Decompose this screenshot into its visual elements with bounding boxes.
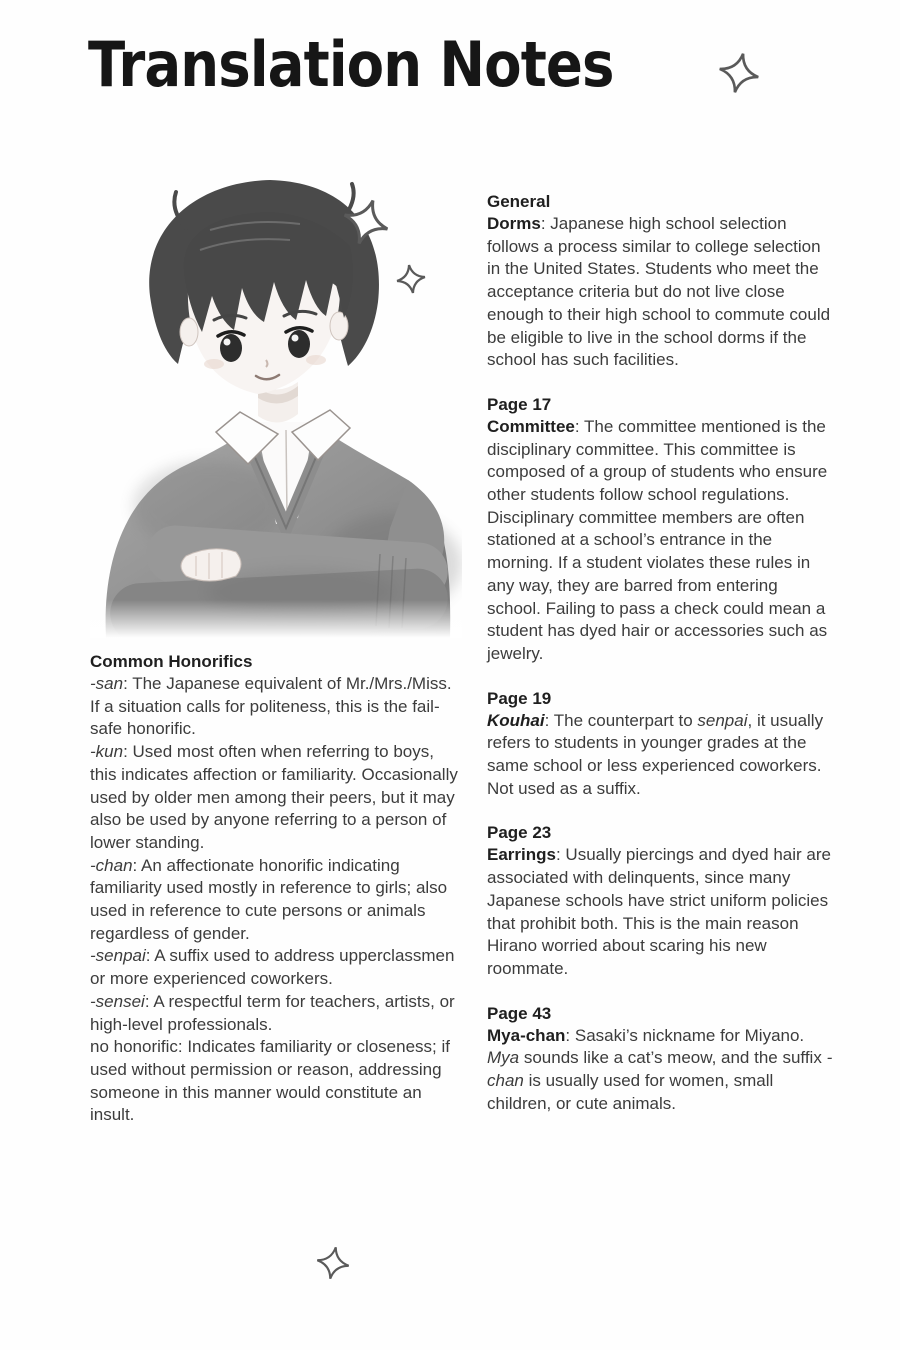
- bottom-fade: [90, 600, 462, 638]
- honorifics-heading: Common Honorifics: [90, 652, 253, 671]
- note-heading: Page 23: [487, 823, 552, 843]
- note-heading: Page 43: [487, 1003, 552, 1023]
- page-title: Translation Notes: [88, 28, 614, 101]
- note-section-page-17: [487, 393, 835, 666]
- note-section-general: [487, 190, 835, 372]
- blush: [204, 359, 224, 369]
- character-illustration: [90, 168, 462, 642]
- left-column: [90, 168, 462, 1127]
- note-section-page-23: [487, 821, 835, 980]
- honorific-entry: no honorific: Indicates familiarity or closeness; if used without permission or reason, addressing someone in this manner would constitute an insult.: [90, 1037, 450, 1125]
- blush: [306, 355, 326, 365]
- note-section-page-19: [487, 687, 835, 801]
- honorific-entry: -sensei: A respectful term for teachers, artists, or high-level professionals.: [90, 991, 455, 1034]
- note-heading: Page 17: [487, 394, 552, 414]
- right-column: [487, 190, 835, 1137]
- ear: [180, 318, 198, 346]
- sparkle-icon: [342, 198, 390, 246]
- note-body: Kouhai: The counterpart to senpai, it usually refers to students in younger grades at the same school or less experienced coworkers. Not used as a suffix.: [487, 710, 824, 798]
- sparkle-icon: [316, 1246, 350, 1280]
- honorific-entry: -chan: An affectionate honorific indicating familiarity used mostly in reference to girls; also used in reference to cute persons or animals regardless of gender.: [90, 855, 448, 943]
- ear: [330, 312, 348, 340]
- note-heading: Page 19: [487, 688, 552, 708]
- note-body: Committee: The committee mentioned is the disciplinary committee. This committee is composed of a group of students who ensure other students follow school regulations. Disciplinary committee members are often stationed at a school’s entrance in the morning. If a student violates these rules in any way, they are barred from entering school. Failing to pass a check could mean a student has dyed hair or accessories such as jewelry.: [487, 416, 828, 663]
- honorific-entry: -kun: Used most often when referring to boys, this indicates affection or familiarity. Occasionally used by older men among their peers, but it may also be used by anyone referring to a person of lower standing.: [90, 742, 458, 852]
- note-body: Mya-chan: Sasaki’s nickname for Miyano. Mya sounds like a cat’s meow, and the suffix -chan is usually used for women, small children, or cute animals.: [487, 1025, 833, 1113]
- character-illustration-svg: [90, 168, 462, 638]
- note-body: Dorms: Japanese high school selection follows a process similar to college selection in the United States. Students who meet the acceptance criteria but do not live close enough to their high school to commute could be eligible to live in the school dorms if the school has such facilities.: [487, 214, 831, 370]
- note-section-page-43: [487, 1002, 835, 1116]
- sparkle-icon: [718, 52, 760, 94]
- honorifics-section: [90, 650, 462, 1127]
- honorific-entry: -san: The Japanese equivalent of Mr./Mrs./Miss. If a situation calls for politeness, this is the fail-safe honorific.: [90, 674, 452, 739]
- note-body: Earrings: Usually piercings and dyed hair are associated with delinquents, since many Japanese schools have strict uniform policies that prohibit both. This is the main reason Hirano worried about scaring his new roommate.: [487, 845, 831, 978]
- note-heading: General: [487, 192, 551, 211]
- honorific-entry: -senpai: A suffix used to address upperclassmen or more experienced coworkers.: [90, 946, 455, 989]
- sparkle-icon: [396, 264, 426, 294]
